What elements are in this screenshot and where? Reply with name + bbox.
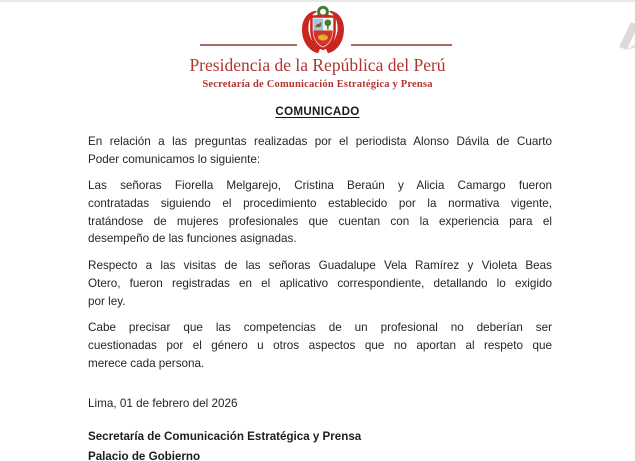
peru-coat-of-arms-icon (296, 4, 350, 58)
paragraph-line: cuestionadas por el género u otros aspectos que no aportan al respeto que (88, 338, 552, 352)
paragraph-line: tratándose de mujeres profesionales que cuentan con la experiencia para el (88, 214, 552, 228)
signature-location: Palacio de Gobierno (88, 449, 201, 461)
paragraph-line: Las señoras Fiorella Melgarejo, Cristina Beraún y Alicia Camargo fueron (88, 179, 552, 193)
paragraph-line: desempeño de las funciones asignadas. (88, 232, 297, 246)
paragraph-line: por ley. (88, 294, 126, 308)
paragraph-line: En relación a las preguntas realizadas por el periodista Alonso Dávila de Cuarto (88, 135, 552, 148)
date-line: Lima, 01 de febrero del 2026 (88, 397, 238, 410)
paragraph-line: Poder comunicamos lo siguiente: (88, 152, 261, 166)
presidency-title: Presidencia de la República del Perú (189, 55, 446, 75)
paragraph-line: Respecto a las visitas de las señoras Guadalupe Vela Ramírez y Violeta Beas (88, 259, 552, 273)
paragraph (88, 319, 552, 372)
header-rule-right (351, 44, 452, 46)
cropped-watermark-icon (618, 20, 635, 57)
paragraph (88, 257, 552, 310)
paragraph-line: contratadas siguiendo el procedimiento establecido por la normativa vigente, (88, 197, 552, 211)
comunicado-heading: COMUNICADO (275, 105, 360, 118)
paragraph-line: Otero, fueron registradas en el aplicativo correspondiente, detallando lo exigido (88, 276, 552, 290)
paragraph-line: Cabe precisar que las competencias de un profesional no deberían ser (88, 321, 552, 335)
paragraph (88, 177, 552, 248)
paragraph (88, 133, 552, 168)
body-paragraphs (88, 133, 552, 381)
secretariat-subtitle: Secretaría de Comunicación Estratégica y Prensa (202, 79, 433, 90)
signature-block (88, 427, 361, 461)
paragraph-line: merece cada persona. (88, 356, 205, 370)
signature-secretariat: Secretaría de Comunicación Estratégica y Prensa (88, 430, 362, 443)
top-border-line (0, 0, 635, 2)
header-rule-left (200, 44, 297, 46)
